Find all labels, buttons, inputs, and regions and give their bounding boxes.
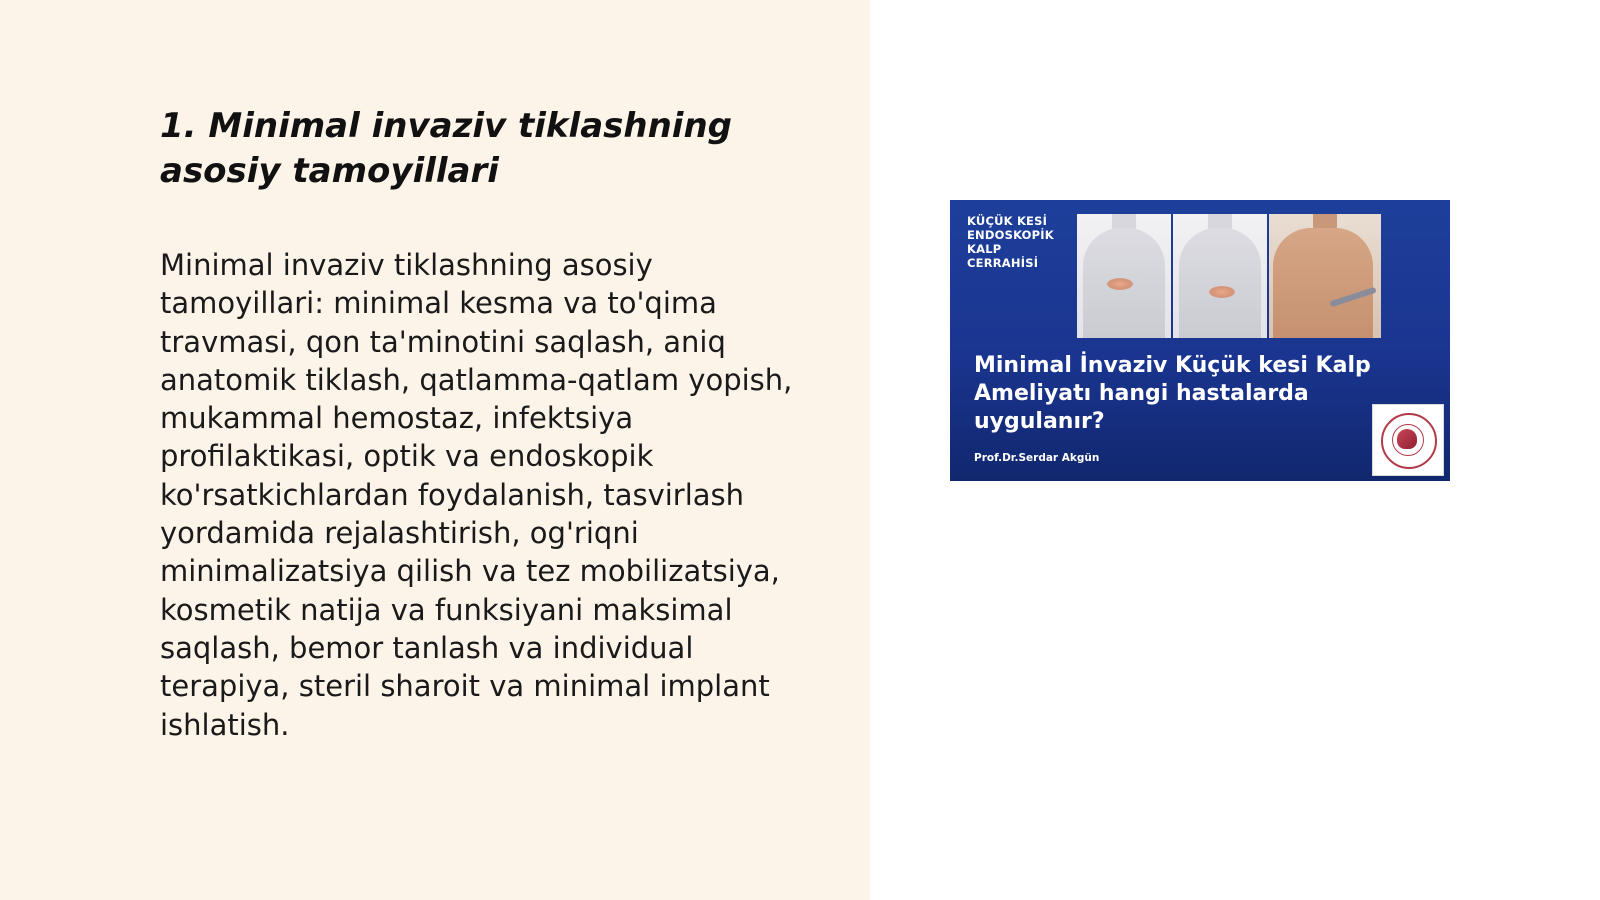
thumbnail-author: Prof.Dr.Serdar Akgün (974, 452, 1100, 464)
minimal-invaziv-seal-icon (1372, 404, 1444, 476)
thumbnail-tag-line: ENDOSKOPİK (967, 228, 1054, 242)
heart-icon (1397, 429, 1417, 449)
slide-body-text: Minimal invaziv tiklashning asosiy tamoyillari: minimal kesma va to'qima travmasi, qon ta'minotini saqlash, aniq anatomik tiklash, qatlamma-qatlam yopish, mukammal hemostaz, infektsiya profilaktikasi, optik va endoskopik ko'rsatkichlardan foydalanish, tasvirlash yordamida rejalashtirish, og'riqni minimalizatsiya qilish va tez mobilizatsiya, kosmetik natija va funksiyani maksimal saqlash, bemor tanlash va individual terapiya, steril sharoit va minimal implant ishlatish. (160, 248, 793, 742)
torso-illustration (1173, 214, 1267, 338)
incision-mark (1107, 278, 1133, 290)
torso-photo (1269, 214, 1381, 338)
surgery-illustrations (1077, 214, 1381, 338)
torso-illustration (1077, 214, 1171, 338)
thumbnail-tag-line: KALP (967, 242, 1002, 256)
thumbnail-tag (967, 214, 1077, 270)
video-thumbnail-image (950, 200, 1450, 481)
thumbnail-tag-line: KÜÇÜK KESİ (967, 214, 1048, 228)
thumbnail-headline: Minimal İnvaziv Küçük kesi Kalp Ameliyatı hangi hastalarda uygulanır? (974, 353, 1371, 434)
slide-title: 1. Minimal invaziv tiklashning asosiy tamoyillari (160, 106, 732, 191)
incision-mark (1209, 286, 1235, 298)
thumbnail-tag-line: CERRAHİSİ (967, 256, 1039, 270)
